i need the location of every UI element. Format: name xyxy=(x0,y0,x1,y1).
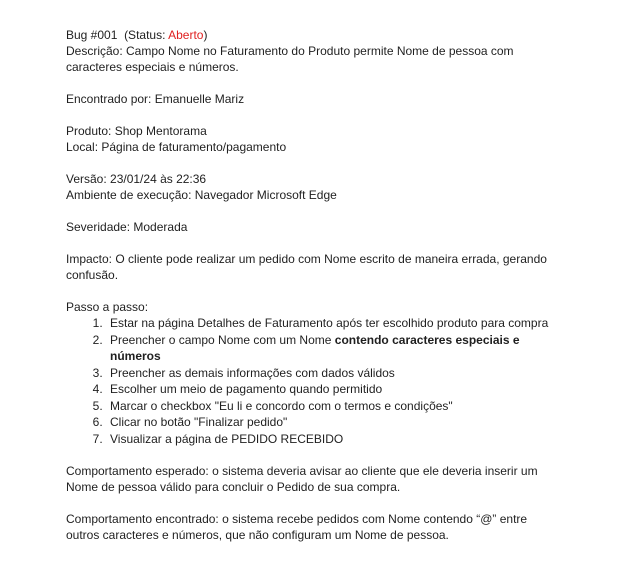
status-prefix: (Status: xyxy=(124,28,169,42)
step-item: 7. Visualizar a página de PEDIDO RECEBIDO xyxy=(106,431,561,448)
description: Descrição: Campo Nome no Faturamento do Produto permite Nome de pessoa com caracteres especiais e números. xyxy=(66,44,514,74)
step-item: 6. Clicar no botão "Finalizar pedido" xyxy=(106,414,561,431)
steps-list xyxy=(66,315,561,447)
found-by: Encontrado por: Emanuelle Mariz xyxy=(66,92,245,106)
version: Versão: 23/01/24 às 22:36 xyxy=(66,172,207,186)
actual-behavior: Comportamento encontrado: o sistema recebe pedidos com Nome contendo “@” entre outros caracteres e números, que não configuram um Nome de pessoa. xyxy=(66,512,528,542)
step-bold-text: contendo caracteres especiais e números xyxy=(110,332,520,363)
steps-title: Passo a passo: xyxy=(66,300,149,314)
environment: Ambiente de execução: Navegador Microsoft Edge xyxy=(66,188,337,202)
step-item: 1. Estar na página Detalhes de Faturamento após ter escolhido produto para compra xyxy=(106,315,561,332)
step-item: 5. Marcar o checkbox "Eu li e concordo com o termos e condições" xyxy=(106,398,561,415)
bug-report-document xyxy=(66,27,561,543)
step-item: 2. Preencher o campo Nome com um Nome contendo caracteres especiais e números xyxy=(106,332,561,365)
step-item: 4. Escolher um meio de pagamento quando permitido xyxy=(106,381,561,398)
bug-header xyxy=(66,27,561,43)
location: Local: Página de faturamento/pagamento xyxy=(66,140,287,154)
status-value: Aberto xyxy=(168,28,204,42)
impact: Impacto: O cliente pode realizar um pedido com Nome escrito de maneira errada, gerando confusão. xyxy=(66,252,547,282)
severity: Severidade: Moderada xyxy=(66,220,188,234)
status-suffix: ) xyxy=(203,28,208,42)
product: Produto: Shop Mentorama xyxy=(66,124,207,138)
step-item: 3. Preencher as demais informações com dados válidos xyxy=(106,365,561,382)
expected-behavior: Comportamento esperado: o sistema deveria avisar ao cliente que ele deveria inserir um Nome de pessoa válido para concluir o Pedido de sua compra. xyxy=(66,464,538,494)
bug-id: Bug #001 xyxy=(66,28,118,42)
